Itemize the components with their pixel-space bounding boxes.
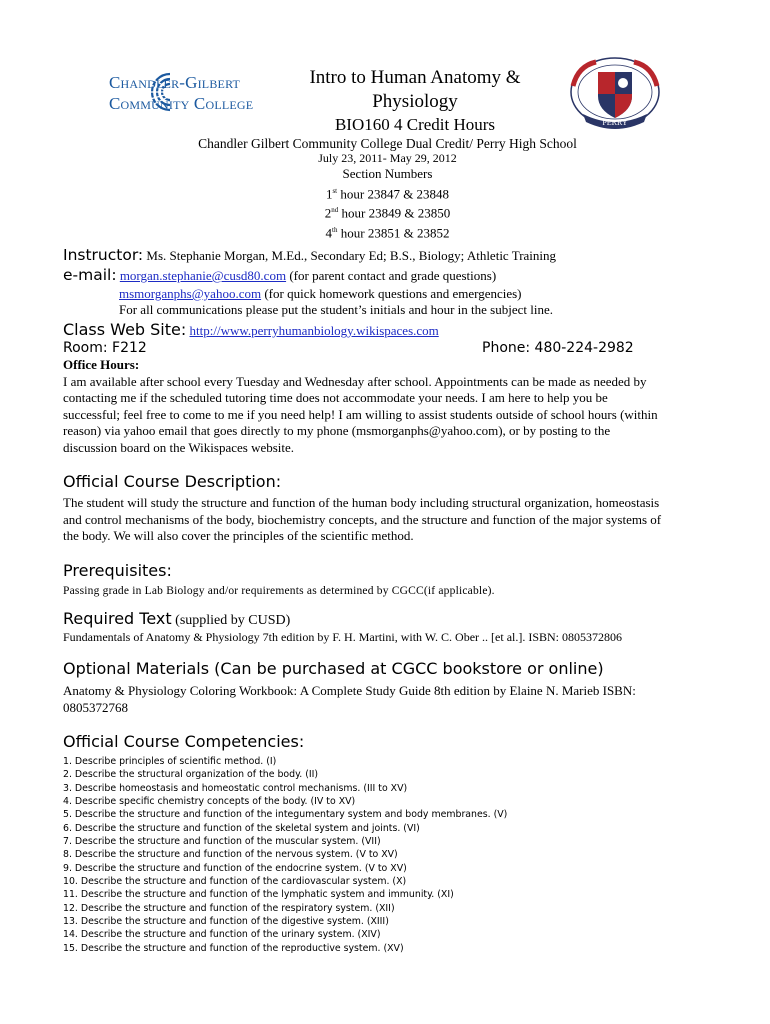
section-line: 2nd hour 23849 & 23850 — [324, 205, 451, 221]
required-text-book: Fundamentals of Anatomy & Physiology 7th edition by F. H. Martini, with W. C. Ober .. [et al.]. ISBN: 0805372806 — [63, 630, 623, 644]
room-text: Room: F212 — [63, 340, 147, 356]
course-title — [260, 66, 570, 114]
office-hours-line: I am available after school every Tuesday and Wednesday after school. Appointments can be made as needed by — [63, 373, 647, 389]
list-item: 15. Describe the structure and function of the reproductive system. (XV) — [63, 942, 404, 954]
svg-text:PERRY: PERRY — [602, 118, 628, 127]
school-crest-icon — [568, 56, 662, 134]
optional-materials-heading: Optional Materials (Can be purchased at CGCC bookstore or online) — [63, 659, 604, 678]
office-hours-line: reason) via yahoo email that goes directly to my phone (msmorganphs@yahoo.com), or by posting to the — [63, 423, 611, 438]
instructor-row — [63, 246, 556, 264]
list-item: 10. Describe the structure and function of the cardiovascular system. (X) — [63, 876, 407, 888]
list-item: 7. Describe the structure and function of the muscular system. (VII) — [63, 836, 381, 848]
website-row — [63, 320, 439, 339]
office-hours-line: contacting me if the scheduled tutoring time does not accommodate your needs. I am here to help you be — [63, 390, 608, 405]
office-hours-line: successful; feel free to come to me if you need help! I am willing to assist students outside of school hours (within — [63, 406, 658, 422]
list-item: 8. Describe the structure and function of the nervous system. (V to XV) — [63, 849, 398, 861]
course-dates: July 23, 2011- May 29, 2012 — [318, 151, 457, 165]
website-link[interactable]: http://www.perryhumanbiology.wikispaces.com — [189, 323, 439, 338]
section-numbers — [120, 166, 655, 242]
list-item: 4. Describe specific chemistry concepts of the body. (IV to XV) — [63, 796, 356, 808]
phone-text: Phone: 480-224-2982 — [482, 340, 634, 356]
prerequisites-text: Passing grade in Lab Biology and/or requirements as determined by CGCC(if applicable). — [63, 585, 495, 597]
optional-materials-text: Anatomy & Physiology Coloring Workbook: A Complete Study Guide 8th edition by Elaine N. Marieb ISBN: 0805372768 — [63, 683, 636, 715]
list-item: 1. Describe principles of scientific method. (I) — [63, 756, 277, 767]
dual-credit-line: Chandler Gilbert Community College Dual Credit/ Perry High School — [198, 136, 577, 151]
office-hours-label: Office Hours: — [63, 357, 140, 372]
email-note-2: (for quick homework questions and emergencies) — [261, 286, 522, 301]
list-item: 2. Describe the structural organization of the body. (II) — [63, 769, 319, 781]
list-item: 11. Describe the structure and function of the lymphatic system and immunity. (XI) — [63, 889, 454, 901]
website-label: Class Web Site: — [63, 320, 187, 339]
competencies-heading: Official Course Competencies: — [63, 732, 305, 751]
course-title-line2: Physiology — [372, 91, 458, 112]
list-item: 9. Describe the structure and function of the endocrine system. (V to XV) — [63, 862, 407, 874]
college-name-line2: Community College — [109, 94, 254, 113]
description-heading: Official Course Description: — [63, 472, 282, 491]
course-title-line1: Intro to Human Anatomy & — [309, 67, 521, 88]
prerequisites-heading: Prerequisites: — [63, 561, 172, 580]
email-row-2 — [119, 286, 522, 302]
email-link-yahoo[interactable]: msmorganphs@yahoo.com — [119, 286, 262, 301]
email-row — [63, 266, 496, 284]
list-item: 3. Describe homeostasis and homeostatic control mechanisms. (III to XV) — [63, 782, 408, 794]
instructor-value: Ms. Stephanie Morgan, M.Ed., Secondary Ed; B.S., Biology; Athletic Training — [143, 248, 557, 263]
list-item: 13. Describe the structure and function of the digestive system. (XIII) — [63, 916, 389, 928]
college-name-line1: Chandler-Gilbert — [109, 73, 241, 92]
description-text: The student will study the structure and function of the human body including structural organization, homeostasis and control mechanisms of the body, biochemistry concepts, and the structure and function of the major systems of the body. We will also cover the principles of the scientific method. — [63, 495, 662, 543]
instructor-label: Instructor: — [63, 246, 144, 264]
college-logo-text — [109, 72, 253, 114]
email-link-school[interactable]: morgan.stephanie@cusd80.com — [119, 268, 287, 283]
office-hours-line: discussion board on the Wikispaces website. — [63, 439, 295, 455]
list-item: 5. Describe the structure and function of the integumentary system and body membranes. (V) — [63, 809, 508, 821]
required-text-heading: Required Text (supplied by CUSD) — [63, 609, 291, 628]
list-item: 14. Describe the structure and function of the urinary system. (XIV) — [63, 929, 381, 941]
office-hours-section — [63, 357, 708, 456]
email-note-1: (for parent contact and grade questions) — [286, 268, 497, 283]
email-label: e-mail: — [63, 266, 117, 284]
sections-title: Section Numbers — [342, 166, 433, 181]
competencies-list — [63, 755, 507, 955]
section-line: 1st hour 23847 & 23848 — [325, 185, 450, 201]
list-item: 12. Describe the structure and function of the respiratory system. (XII) — [63, 902, 395, 914]
course-code: BIO160 4 Credit Hours — [334, 115, 496, 134]
email-subject-note: For all communications please put the student’s initials and hour in the subject line. — [119, 302, 553, 317]
section-line: 4th hour 23851 & 23852 — [325, 225, 450, 241]
list-item: 6. Describe the structure and function of the skeletal system and joints. (VI) — [63, 822, 420, 834]
